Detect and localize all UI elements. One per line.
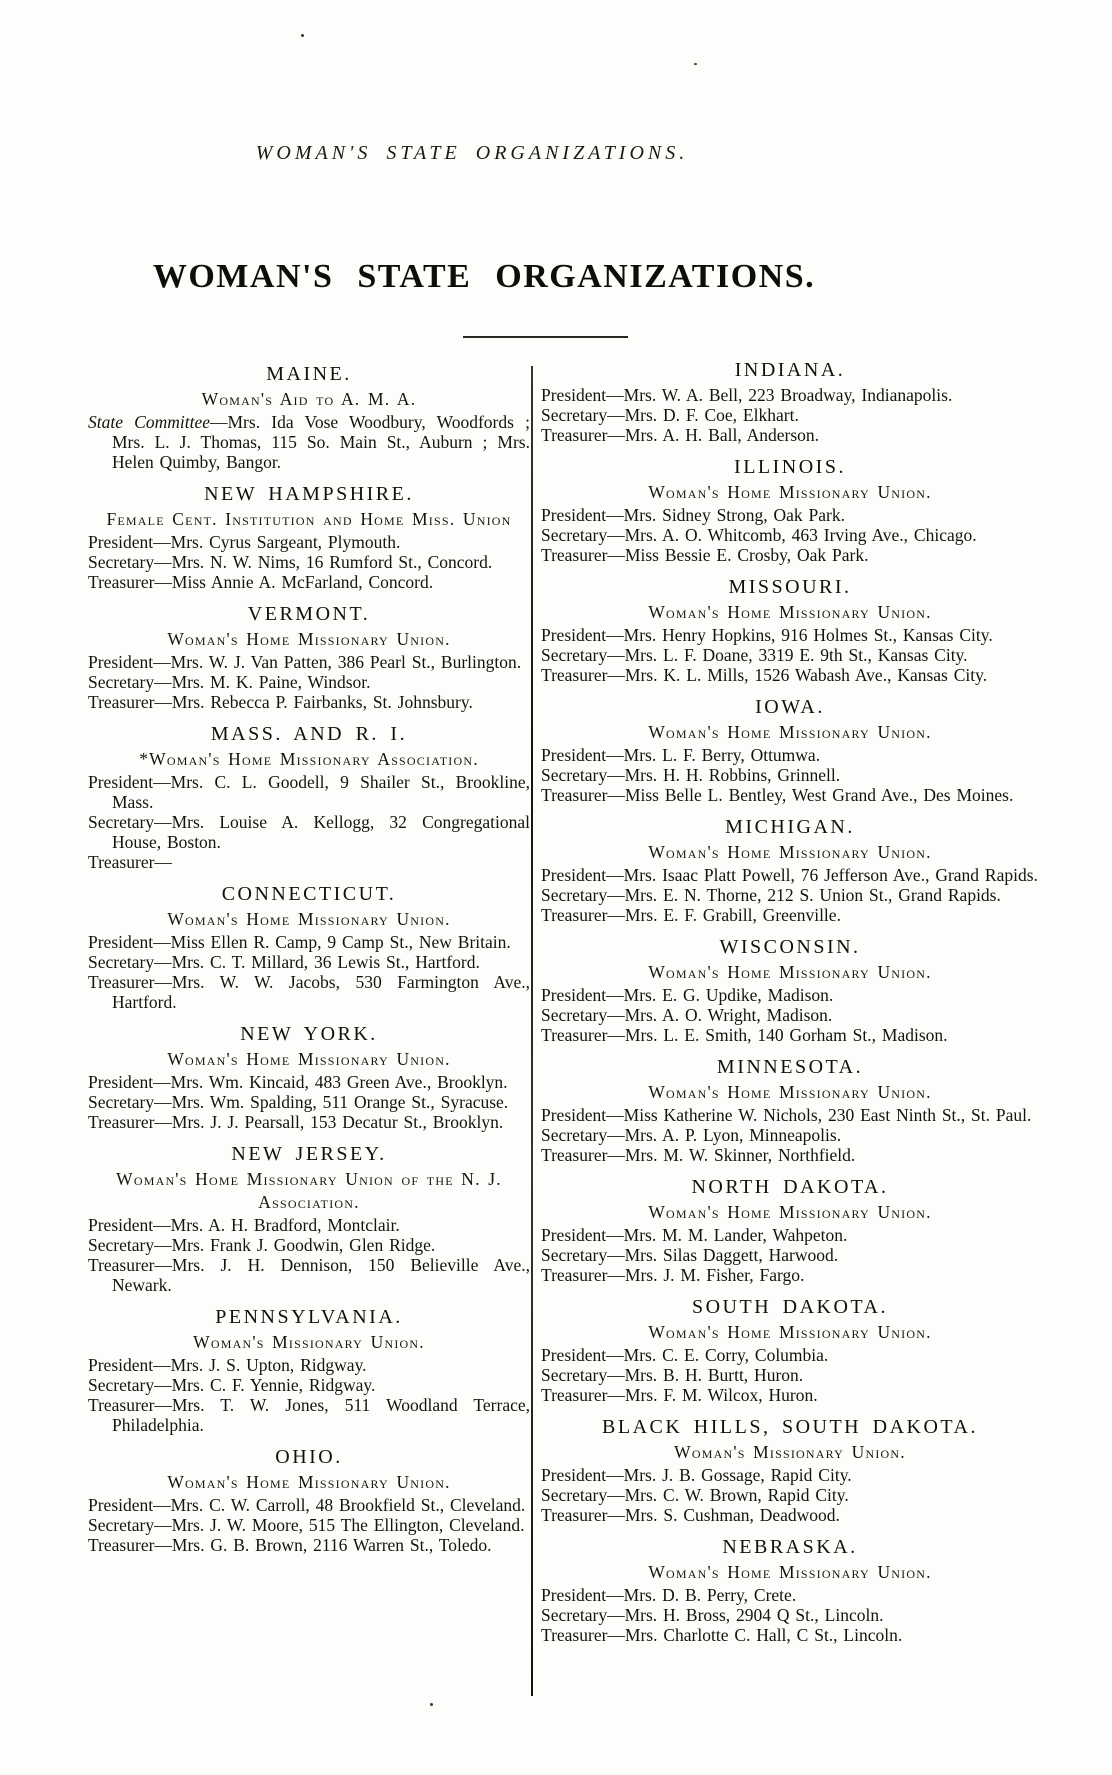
officer-entry	[88, 572, 530, 592]
state-heading: NEBRASKA.	[722, 1536, 858, 1558]
officer-entry	[88, 1072, 530, 1092]
officer-entry	[541, 1385, 1039, 1405]
officer-details: —Mrs. W. J. Van Patten, 386 Pearl St., Burlington.	[153, 652, 522, 672]
officer-entry	[541, 385, 1039, 405]
organization-name: Woman's Aid to A. M. A.	[201, 389, 417, 409]
running-head: WOMAN'S STATE ORGANIZATIONS.	[255, 142, 689, 164]
column-divider	[531, 366, 533, 1696]
officer-details: —Mrs. C. F. Yennie, Ridgway.	[154, 1375, 376, 1395]
officer-details: —Mrs. M. K. Paine, Windsor.	[154, 672, 371, 692]
officer-details: —Mrs. E. F. Grabill, Greenville.	[607, 905, 841, 925]
officer-role: President	[541, 505, 607, 525]
officer-role: Treasurer	[541, 665, 608, 685]
officer-entry	[541, 545, 1039, 565]
officer-entry	[88, 1092, 530, 1112]
officer-role: Treasurer	[541, 1385, 608, 1405]
officer-entry	[541, 865, 1039, 885]
officer-role: President	[88, 932, 154, 952]
state-heading: MISSOURI.	[728, 576, 852, 598]
officer-details: —Mrs. J. J. Pearsall, 153 Decatur St., Brooklyn.	[154, 1112, 504, 1132]
officer-entry	[541, 665, 1039, 685]
officer-role: President	[541, 865, 607, 885]
officer-entry	[88, 1255, 530, 1295]
officer-role: President	[88, 1215, 154, 1235]
officer-entry	[88, 652, 530, 672]
officer-role: President	[541, 745, 607, 765]
officer-details: —Mrs. H. H. Robbins, Grinnell.	[607, 765, 841, 785]
organization-name: Woman's Home Missionary Union.	[167, 1049, 451, 1069]
state-section	[541, 816, 1039, 925]
officer-role: Secretary	[88, 1235, 155, 1255]
state-heading: OHIO.	[275, 1446, 343, 1468]
state-section	[88, 363, 530, 472]
scan-speck	[301, 34, 304, 37]
officer-role: President	[88, 1072, 154, 1092]
officer-role: Treasurer	[541, 1025, 608, 1045]
officer-entry	[541, 1265, 1039, 1285]
state-heading: MICHIGAN.	[725, 816, 855, 838]
officer-details: —Mrs. G. B. Brown, 2116 Warren St., Toledo.	[154, 1535, 492, 1555]
officer-role: President	[88, 532, 154, 552]
officer-entry	[88, 1495, 530, 1515]
title-rule	[463, 336, 628, 338]
state-section	[541, 1176, 1039, 1285]
state-section	[541, 936, 1039, 1045]
officer-role: Secretary	[541, 1365, 608, 1385]
state-section	[541, 359, 1039, 445]
officer-role: Secretary	[541, 645, 608, 665]
state-section	[88, 723, 530, 872]
officer-entry	[541, 1145, 1039, 1165]
officer-details: —Mrs. Cyrus Sargeant, Plymouth.	[153, 532, 401, 552]
officer-role: President	[88, 1355, 154, 1375]
officer-entry	[541, 765, 1039, 785]
officer-details: —Miss Annie A. McFarland, Concord.	[154, 572, 434, 592]
state-section	[88, 883, 530, 1012]
state-heading: MASS. AND R. I.	[210, 723, 408, 745]
officer-entry	[88, 772, 530, 812]
officer-entry	[541, 1225, 1039, 1245]
state-section	[88, 483, 530, 592]
state-heading: PENNSYLVANIA.	[215, 1306, 403, 1328]
officer-entry	[88, 972, 530, 1012]
state-heading: MINNESOTA.	[716, 1056, 864, 1078]
organization-name: Woman's Home Missionary Union.	[167, 909, 451, 929]
officer-entry	[541, 1245, 1039, 1265]
organization-name: Association.	[258, 1192, 360, 1212]
officer-details: —Mrs. Isaac Platt Powell, 76 Jefferson Ave., Grand Rapids.	[606, 865, 1038, 885]
officer-role: Treasurer	[88, 1395, 155, 1415]
officer-role: Secretary	[541, 525, 608, 545]
state-heading: INDIANA.	[734, 359, 846, 381]
organization-name: *Woman's Home Missionary Association.	[139, 749, 479, 769]
officer-details: —Mrs. D. F. Coe, Elkhart.	[607, 405, 799, 425]
left-column	[88, 352, 530, 1555]
officer-details: —Mrs. Louise A. Kellogg, 32 Congregational House, Boston.	[112, 812, 530, 852]
officer-entry	[541, 1625, 1039, 1645]
officer-details: —Mrs. A. O. Wright, Madison.	[607, 1005, 833, 1025]
officer-role: Secretary	[541, 765, 608, 785]
officer-role: Treasurer	[88, 1535, 155, 1555]
officer-details: —Mrs. Frank J. Goodwin, Glen Ridge.	[154, 1235, 436, 1255]
officer-details: —Mrs. K. L. Mills, 1526 Wabash Ave., Kansas City.	[607, 665, 988, 685]
officer-entry	[541, 1585, 1039, 1605]
organization-name: Woman's Home Missionary Union.	[648, 1322, 932, 1342]
state-section	[541, 456, 1039, 565]
officer-entry	[541, 1365, 1039, 1385]
officer-details: —Mrs. A. H. Bradford, Montclair.	[153, 1215, 400, 1235]
officer-role: Treasurer	[541, 785, 608, 805]
officer-details: —Mrs. A. P. Lyon, Minneapolis.	[607, 1125, 842, 1145]
organization-name: Woman's Home Missionary Union.	[648, 842, 932, 862]
officer-role: Secretary	[88, 552, 155, 572]
organization-name: Woman's Home Missionary Union of the N. J.	[116, 1169, 502, 1189]
right-column	[541, 348, 1039, 1645]
scan-speck	[694, 63, 697, 65]
officer-entry	[541, 1005, 1039, 1025]
officer-details: —	[154, 852, 172, 872]
state-heading: NEW HAMPSHIRE.	[204, 483, 414, 505]
officer-role: Secretary	[541, 885, 608, 905]
officer-role: Secretary	[541, 1485, 608, 1505]
officer-entry	[541, 1505, 1039, 1525]
officer-entry	[541, 1485, 1039, 1505]
officer-details: —Mrs. F. M. Wilcox, Huron.	[607, 1385, 818, 1405]
officer-role: Treasurer	[88, 1112, 155, 1132]
officer-entry	[88, 1235, 530, 1255]
officer-details: —Mrs. Wm. Spalding, 511 Orange St., Syracuse.	[154, 1092, 509, 1112]
officer-entry	[541, 525, 1039, 545]
officer-role: Secretary	[88, 952, 155, 972]
state-heading: VERMONT.	[247, 603, 371, 625]
officer-role: President	[541, 625, 607, 645]
officer-role: President	[88, 772, 154, 792]
officer-entry	[541, 985, 1039, 1005]
organization-name: Woman's Home Missionary Union.	[648, 1562, 932, 1582]
officer-entry	[88, 1112, 530, 1132]
officer-details: —Mrs. H. Bross, 2904 Q St., Lincoln.	[607, 1605, 884, 1625]
officer-role: Secretary	[541, 1245, 608, 1265]
officer-details: —Mrs. L. F. Berry, Ottumwa.	[606, 745, 821, 765]
officer-role: Secretary	[88, 1375, 155, 1395]
officer-details: —Mrs. B. H. Burtt, Huron.	[607, 1365, 804, 1385]
state-section	[88, 1306, 530, 1435]
officer-role: Secretary	[88, 1515, 155, 1535]
officer-role: Treasurer	[541, 1265, 608, 1285]
state-section	[541, 696, 1039, 805]
scan-speck	[430, 1703, 433, 1706]
officer-details: —Mrs. M. W. Skinner, Northfield.	[607, 1145, 856, 1165]
officer-details: —Mrs. C. L. Goodell, 9 Shailer St., Brookline, Mass.	[112, 772, 530, 812]
officer-details: —Mrs. C. W. Brown, Rapid City.	[607, 1485, 849, 1505]
officer-entry	[88, 1215, 530, 1235]
officer-role: President	[541, 985, 607, 1005]
state-heading: WISCONSIN.	[719, 936, 861, 958]
officer-entry	[88, 932, 530, 952]
officer-details: —Miss Ellen R. Camp, 9 Camp St., New Britain.	[153, 932, 511, 952]
officer-details: —Mrs. W. W. Jacobs, 530 Farmington Ave., Hartford.	[112, 972, 530, 1012]
state-section	[541, 1056, 1039, 1165]
officer-entry	[88, 692, 530, 712]
officer-role: Secretary	[541, 1605, 608, 1625]
officer-entry	[541, 1105, 1039, 1125]
organization-name: Woman's Home Missionary Union.	[167, 629, 451, 649]
officer-role: Treasurer	[541, 425, 608, 445]
state-heading: IOWA.	[755, 696, 825, 718]
officer-entry	[541, 885, 1039, 905]
officer-role: Treasurer	[88, 972, 155, 992]
officer-entry	[88, 1515, 530, 1535]
officer-entry	[541, 645, 1039, 665]
state-section	[88, 1446, 530, 1555]
officer-role: Treasurer	[541, 1505, 608, 1525]
officer-details: —Mrs. J. H. Dennison, 150 Believille Ave., Newark.	[112, 1255, 530, 1295]
state-section	[88, 1023, 530, 1132]
organization-name: Woman's Home Missionary Union.	[648, 482, 932, 502]
state-heading: SOUTH DAKOTA.	[691, 1296, 888, 1318]
state-heading: ILLINOIS.	[734, 456, 846, 478]
officer-details: —Miss Bessie E. Crosby, Oak Park.	[607, 545, 869, 565]
officer-entry	[541, 405, 1039, 425]
state-section	[541, 1296, 1039, 1405]
officer-details: —Mrs. M. M. Lander, Wahpeton.	[606, 1225, 848, 1245]
officer-role: President	[541, 1105, 607, 1125]
officer-role: Treasurer	[88, 572, 155, 592]
officer-details: —Mrs. J. W. Moore, 515 The Ellington, Cleveland.	[154, 1515, 525, 1535]
officer-entry	[88, 952, 530, 972]
officer-entry	[541, 1465, 1039, 1485]
state-heading: CONNECTICUT.	[221, 883, 397, 905]
officer-details: —Mrs. Henry Hopkins, 916 Holmes St., Kansas City.	[606, 625, 993, 645]
state-heading: NEW JERSEY.	[231, 1143, 387, 1165]
officer-details: —Mrs. J. S. Upton, Ridgway.	[153, 1355, 367, 1375]
officer-role: President	[88, 1495, 154, 1515]
officer-entry	[88, 412, 530, 472]
officer-role: Treasurer	[541, 1145, 608, 1165]
officer-role: Treasurer	[88, 852, 155, 872]
officer-role: Treasurer	[541, 905, 608, 925]
officer-details: —Mrs. A. H. Ball, Anderson.	[607, 425, 820, 445]
officer-entry	[88, 1355, 530, 1375]
officer-role: State Committee	[88, 412, 210, 432]
organization-name: Woman's Home Missionary Union.	[167, 1472, 451, 1492]
organization-name: Woman's Home Missionary Union.	[648, 962, 932, 982]
page-title: WOMAN'S STATE ORGANIZATIONS.	[152, 258, 816, 295]
officer-details: —Mrs. N. W. Nims, 16 Rumford St., Concord.	[154, 552, 493, 572]
officer-details: —Mrs. Rebecca P. Fairbanks, St. Johnsbury.	[154, 692, 473, 712]
officer-details: —Miss Katherine W. Nichols, 230 East Ninth St., St. Paul.	[606, 1105, 1032, 1125]
officer-role: Treasurer	[88, 1255, 155, 1275]
state-heading: NEW YORK.	[240, 1023, 378, 1045]
officer-role: President	[541, 385, 607, 405]
officer-role: Secretary	[88, 672, 155, 692]
officer-role: President	[541, 1225, 607, 1245]
officer-details: —Mrs. Wm. Kincaid, 483 Green Ave., Brooklyn.	[153, 1072, 508, 1092]
officer-details: —Mrs. A. O. Whitcomb, 463 Irving Ave., Chicago.	[607, 525, 977, 545]
officer-details: —Mrs. C. W. Carroll, 48 Brookfield St., Cleveland.	[153, 1495, 526, 1515]
officer-entry	[541, 1605, 1039, 1625]
officer-role: Treasurer	[541, 1625, 608, 1645]
officer-details: —Mrs. Silas Daggett, Harwood.	[607, 1245, 839, 1265]
officer-entry	[541, 1345, 1039, 1365]
officer-details: —Mrs. Ida Vose Woodbury, Woodfords ; Mrs. L. J. Thomas, 115 So. Main St., Auburn ; Mrs. Helen Quimby, Bangor.	[112, 412, 530, 472]
officer-role: Secretary	[541, 1005, 608, 1025]
officer-role: Secretary	[88, 812, 155, 832]
officer-role: President	[541, 1585, 607, 1605]
officer-role: Secretary	[541, 1125, 608, 1145]
officer-entry	[88, 532, 530, 552]
officer-entry	[88, 552, 530, 572]
state-section	[541, 1536, 1039, 1645]
officer-entry	[88, 812, 530, 852]
officer-entry	[88, 672, 530, 692]
state-section	[88, 603, 530, 712]
state-heading: NORTH DAKOTA.	[691, 1176, 889, 1198]
officer-details: —Mrs. L. E. Smith, 140 Gorham St., Madison.	[607, 1025, 948, 1045]
officer-entry	[88, 1535, 530, 1555]
officer-role: Treasurer	[541, 545, 608, 565]
officer-entry	[88, 1395, 530, 1435]
officer-entry	[541, 785, 1039, 805]
officer-role: President	[88, 652, 154, 672]
officer-entry	[88, 852, 530, 872]
organization-name: Woman's Missionary Union.	[193, 1332, 425, 1352]
officer-details: —Mrs. D. B. Perry, Crete.	[606, 1585, 797, 1605]
organization-name: Woman's Home Missionary Union.	[648, 602, 932, 622]
officer-role: Secretary	[541, 405, 608, 425]
officer-entry	[541, 1125, 1039, 1145]
state-section	[88, 1143, 530, 1295]
officer-details: —Mrs. J. M. Fisher, Fargo.	[607, 1265, 805, 1285]
officer-role: President	[541, 1465, 607, 1485]
officer-details: —Miss Belle L. Bentley, West Grand Ave., Des Moines.	[607, 785, 1014, 805]
officer-entry	[88, 1375, 530, 1395]
officer-role: Secretary	[88, 1092, 155, 1112]
state-section	[541, 576, 1039, 685]
officer-entry	[541, 905, 1039, 925]
officer-details: —Mrs. C. T. Millard, 36 Lewis St., Hartford.	[154, 952, 480, 972]
officer-entry	[541, 425, 1039, 445]
officer-details: —Mrs. L. F. Doane, 3319 E. 9th St., Kansas City.	[607, 645, 968, 665]
officer-entry	[541, 745, 1039, 765]
officer-details: —Mrs. T. W. Jones, 511 Woodland Terrace, Philadelphia.	[112, 1395, 530, 1435]
officer-details: —Mrs. Charlotte C. Hall, C St., Lincoln.	[607, 1625, 903, 1645]
organization-name: Woman's Home Missionary Union.	[648, 1082, 932, 1102]
state-section	[541, 1416, 1039, 1525]
officer-entry	[541, 505, 1039, 525]
officer-details: —Mrs. W. A. Bell, 223 Broadway, Indianapolis.	[606, 385, 953, 405]
organization-name: Woman's Missionary Union.	[674, 1442, 906, 1462]
state-heading: BLACK HILLS, SOUTH DAKOTA.	[602, 1416, 978, 1438]
organization-name: Woman's Home Missionary Union.	[648, 1202, 932, 1222]
officer-details: —Mrs. S. Cushman, Deadwood.	[607, 1505, 840, 1525]
officer-entry	[541, 625, 1039, 645]
state-heading: MAINE.	[266, 363, 352, 385]
officer-details: —Mrs. E. N. Thorne, 212 S. Union St., Grand Rapids.	[607, 885, 1001, 905]
officer-role: Treasurer	[88, 692, 155, 712]
officer-entry	[541, 1025, 1039, 1045]
organization-name: Female Cent. Institution and Home Miss. Union	[106, 509, 512, 529]
officer-details: —Mrs. C. E. Corry, Columbia.	[606, 1345, 829, 1365]
officer-details: —Mrs. Sidney Strong, Oak Park.	[606, 505, 845, 525]
officer-details: —Mrs. J. B. Gossage, Rapid City.	[606, 1465, 852, 1485]
officer-role: President	[541, 1345, 607, 1365]
organization-name: Woman's Home Missionary Union.	[648, 722, 932, 742]
officer-details: —Mrs. E. G. Updike, Madison.	[606, 985, 834, 1005]
